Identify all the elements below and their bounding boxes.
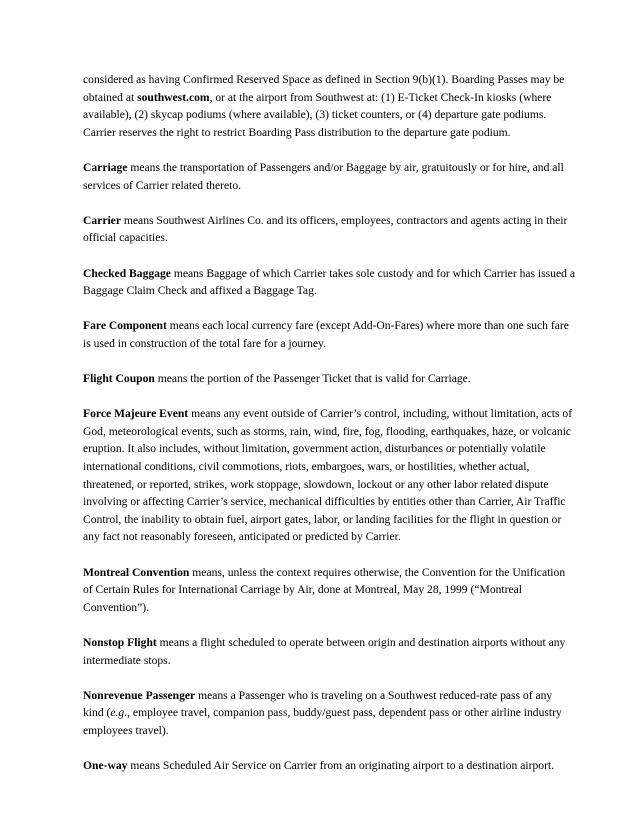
southwest-link-text: southwest.com: [137, 90, 210, 104]
definition-carriage: [83, 159, 575, 194]
definition-nonstop-flight: [83, 634, 575, 669]
term-checked-baggage: Checked Baggage: [83, 266, 171, 280]
definition-text: means any event outside of Carrier’s control, including, without limitation, acts of God, meteorological events, such as storms, rain, wind, fire, fog, flooding, earthquakes, haze, or volcanic eruption. It also includes, without limitation, government action, disturbances or potentially volatile international conditions, civil commotions, riots, embargoes, wars, or hostilities, whether actual, threatened, or reported, strikes, work stoppage, slowdown, lockout or any other labor related dispute involving or affecting Carrier’s service, mechanical difficulties by entities other than Carrier, Air Traffic Control, the inability to obtain fuel, airport gates, labor, or landing facilities for the flight in question or any fact not reasonably foreseen, anticipated or predicted by Carrier.: [83, 407, 573, 544]
definition-flight-coupon: [83, 370, 575, 388]
definition-fare-component: [83, 317, 575, 352]
term-fare-component: Fare Component: [83, 319, 167, 333]
document-page: [83, 71, 575, 792]
intro-text-1: considered as having Confirmed Reserved Space as defined in Section 9(b)(1). Boarding Passes may be obtained at: [83, 73, 565, 104]
term-nonstop-flight: Nonstop Flight: [83, 636, 157, 649]
definition-checked-baggage: [83, 265, 575, 300]
definition-nonrevenue-passenger: [83, 687, 575, 740]
definition-text: means each local currency fare (except Add-On-Fares) where more than one such fare is used in construction of the total fare for a journey.: [83, 319, 569, 350]
definition-italic-eg: e.g.: [110, 706, 128, 720]
term-flight-coupon: Flight Coupon: [83, 372, 155, 386]
term-nonrevenue-passenger: Nonrevenue Passenger: [83, 688, 196, 702]
definition-text: means Baggage of which Carrier takes sole custody and for which Carrier has issued a Baggage Claim Check and affixed a Baggage Tag.: [83, 266, 575, 298]
term-montreal-convention: Montreal Convention: [83, 565, 190, 579]
definition-text-1: means a Passenger who is traveling on a Southwest reduced-rate pass of any kind (: [83, 688, 553, 720]
definition-text: means the portion of the Passenger Ticket that is valid for Carriage.: [154, 372, 471, 386]
definition-force-majeure-event: [83, 405, 575, 546]
intro-paragraph: [83, 71, 575, 141]
term-carrier: Carrier: [83, 213, 121, 227]
definition-one-way: [83, 757, 575, 775]
term-carriage: Carriage: [83, 160, 128, 174]
definition-text: means Scheduled Air Service on Carrier from an originating airport to a destination airport.: [127, 759, 555, 773]
term-force-majeure-event: Force Majeure Event: [83, 407, 189, 421]
definition-text: means the transportation of Passengers and/or Baggage by air, gratuitously or for hire, and all services of Carrier related thereto.: [83, 160, 564, 192]
definition-text: means, unless the context requires otherwise, the Convention for the Unification of Certain Rules for International Carriage by Air, done at Montreal, May 28, 1999 (“Montreal Convention”).: [83, 565, 566, 614]
definition-text: means Southwest Airlines Co. and its officers, employees, contractors and agents acting in their official capacities.: [83, 213, 568, 245]
intro-text-2: , or at the airport from Southwest at: (1) E-Ticket Check-In kiosks (where available), (2) skycap podiums (where available), (3) ticket counters, or (4) departure gate podiums. Carrier reserves the right to restrict Boarding Pass distribution to the departure gate podium.: [83, 90, 552, 139]
definition-carrier: [83, 212, 575, 247]
definition-montreal-convention: [83, 564, 575, 617]
definition-text-2: , employee travel, companion pass, buddy/guest pass, dependent pass or other airline industry employees travel).: [83, 706, 562, 737]
definition-text: means a flight scheduled to operate between origin and destination airports without any intermediate stops.: [83, 636, 566, 667]
term-one-way: One-way: [83, 759, 128, 773]
